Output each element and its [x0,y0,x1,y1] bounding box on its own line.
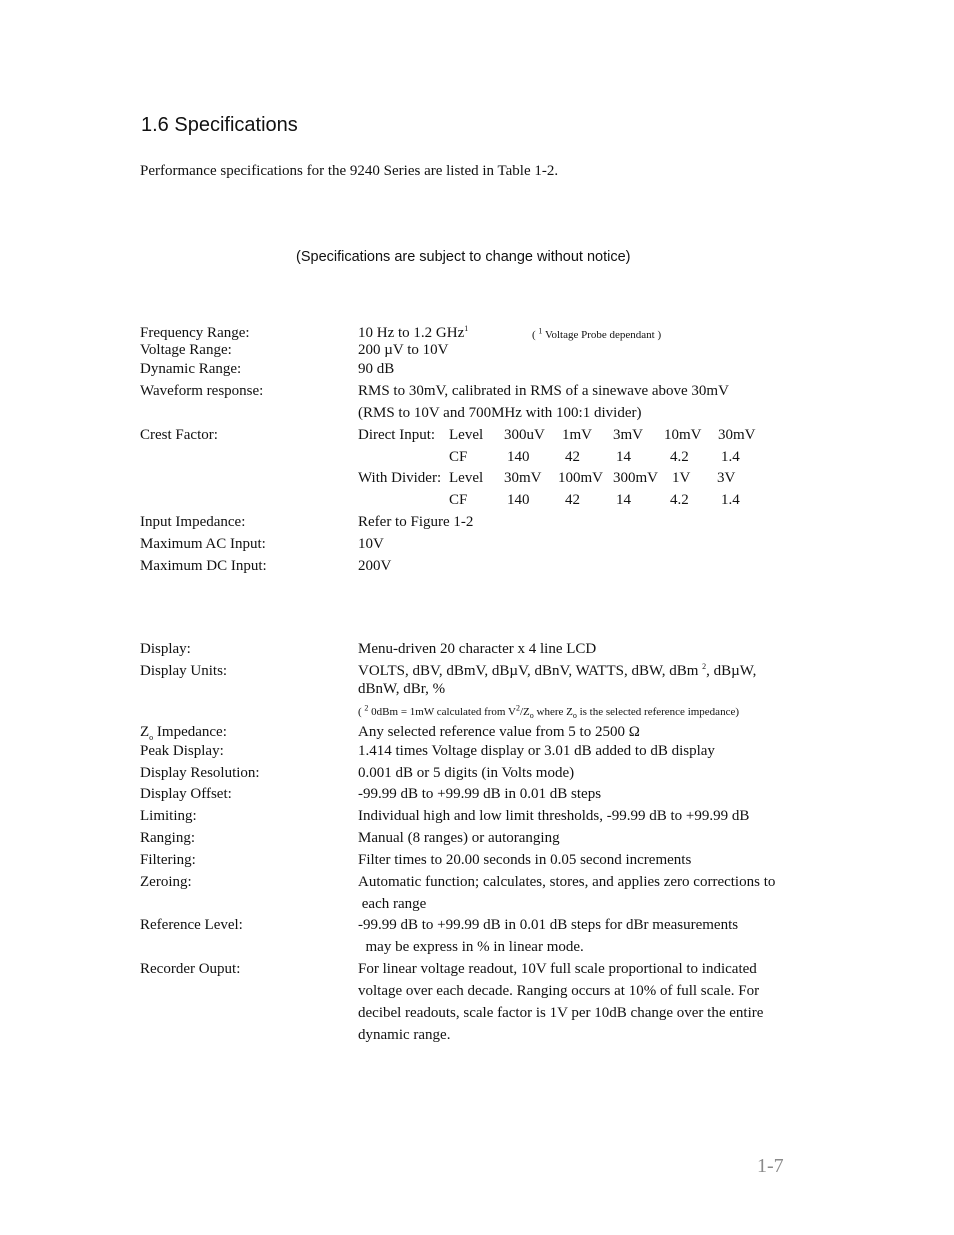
spec-value-recorder-line3: decibel readouts, scale factor is 1V per 10dB change over the entire [358,1005,764,1021]
spec-label-display: Display: [140,641,191,657]
spec-value-recorder-line1: For linear voltage readout, 10V full scale proportional to indicated [358,961,757,977]
crest-cell: 100mV [558,470,603,486]
spec-label-crest: Crest Factor: [140,427,218,443]
crest-cell: 3V [717,470,736,486]
spec-value-ranging: Manual (8 ranges) or autoranging [358,830,560,846]
spec-label-units: Display Units: [140,663,228,679]
spec-value-display: Menu-driven 20 character x 4 line LCD [358,641,597,657]
spec-value-offset: -99.99 dB to +99.99 dB in 0.01 dB steps [358,786,602,802]
spec-label-peak: Peak Display: [140,743,224,759]
spec-value-recorder-line4: dynamic range. [358,1027,451,1043]
crest-cell: 1.4 [721,492,740,508]
notice-text: (Specifications are subject to change without notice) [296,249,631,265]
spec-value-waveform-line1: RMS to 30mV, calibrated in RMS of a sinewave above 30mV [358,383,729,399]
crest-cell: 4.2 [670,492,689,508]
spec-value-reference-line1: -99.99 dB to +99.99 dB in 0.01 dB steps for dBr measurements [358,917,739,933]
spec-label-impedance: Input Impedance: [140,514,246,530]
spec-label-max-ac: Maximum AC Input: [140,536,266,552]
crest-cell: 30mV [718,427,756,443]
spec-value-recorder-line2: voltage over each decade. Ranging occurs at 10% of full scale. For [358,983,760,999]
crest-cell: 140 [507,492,530,508]
crest-cell: 140 [507,449,530,465]
spec-label-waveform: Waveform response: [140,383,264,399]
spec-label-recorder: Recorder Ouput: [140,961,241,977]
intro-text: Performance specifications for the 9240 Series are listed in Table 1-2. [140,163,559,179]
spec-value-filtering: Filter times to 20.00 seconds in 0.05 second increments [358,852,692,868]
units-footnote: ( $^2$ 0dBm = 1mW calculated from $V^2/Z_o$ where $Z_o$ is the selected reference impedance) [358,703,739,721]
spec-value-limiting: Individual high and low limit thresholds, -99.99 dB to +99.99 dB [358,808,750,824]
spec-value-dynamic: 90 dB [358,361,395,377]
crest-row-label: Direct Input: [358,427,436,443]
crest-cell: 14 [616,492,631,508]
crest-cell: 1V [672,470,691,486]
spec-value-waveform-line2: (RMS to 10V and 700MHz with 100:1 divider) [358,405,642,421]
spec-label-zeroing: Zeroing: [140,874,192,890]
section-heading: 1.6 Specifications [141,114,298,136]
spec-label-max-dc: Maximum DC Input: [140,558,267,574]
spec-value-frequency: 10 Hz to 1.2 GHz$^1$ [358,324,469,341]
crest-cell: 4.2 [670,449,689,465]
frequency-footnote: ( $^1$ Voltage Probe dependant ) [532,326,662,341]
spec-value-peak: 1.414 times Voltage display or 3.01 dB added to dB display [358,743,715,759]
crest-cell: 300uV [504,427,545,443]
crest-row-key: CF [449,449,468,465]
spec-value-voltage: 200 µV to 10V [358,342,449,358]
crest-cell: 14 [616,449,631,465]
crest-cell: 3mV [613,427,643,443]
crest-row-key: CF [449,492,468,508]
spec-label-filtering: Filtering: [140,852,196,868]
crest-cell: 300mV [613,470,658,486]
spec-label-dynamic: Dynamic Range: [140,361,242,377]
crest-row-key: Level [449,470,484,486]
spec-value-units-line2: dBnW, dBr, % [358,681,446,697]
crest-cell: 1.4 [721,449,740,465]
crest-cell: 30mV [504,470,542,486]
spec-label-ranging: Ranging: [140,830,195,846]
spec-value-zeroing-line1: Automatic function; calculates, stores, and applies zero corrections to [358,874,776,890]
page-number: 1-7 [757,1155,784,1177]
spec-label-zo-impedance: $Z_o$ Impedance: [140,724,227,742]
crest-cell: 42 [565,492,580,508]
spec-label-limiting: Limiting: [140,808,197,824]
spec-value-units-line1: VOLTS, dBV, dBmV, dBµV, dBnV, WATTS, dBW, dBm $^2$, dBµW, [358,662,757,679]
spec-value-max-dc: 200V [358,558,392,574]
crest-cell: 1mV [562,427,592,443]
spec-label-offset: Display Offset: [140,786,232,802]
spec-value-zo-impedance: Any selected reference value from 5 to 2500 Ω [358,724,640,740]
spec-value-resolution: 0.001 dB or 5 digits (in Volts mode) [358,765,575,781]
crest-row-label: With Divider: [358,470,442,486]
crest-cell: 42 [565,449,580,465]
spec-label-reference: Reference Level: [140,917,243,933]
spec-label-voltage: Voltage Range: [140,342,232,358]
spec-value-impedance: Refer to Figure 1-2 [358,514,474,530]
spec-label-resolution: Display Resolution: [140,765,260,781]
crest-cell: 10mV [664,427,702,443]
spec-value-zeroing-line2: each range [358,896,427,912]
crest-row-key: Level [449,427,484,443]
spec-label-frequency: Frequency Range: [140,325,250,341]
spec-value-max-ac: 10V [358,536,384,552]
spec-value-reference-line2: may be express in % in linear mode. [358,939,584,955]
